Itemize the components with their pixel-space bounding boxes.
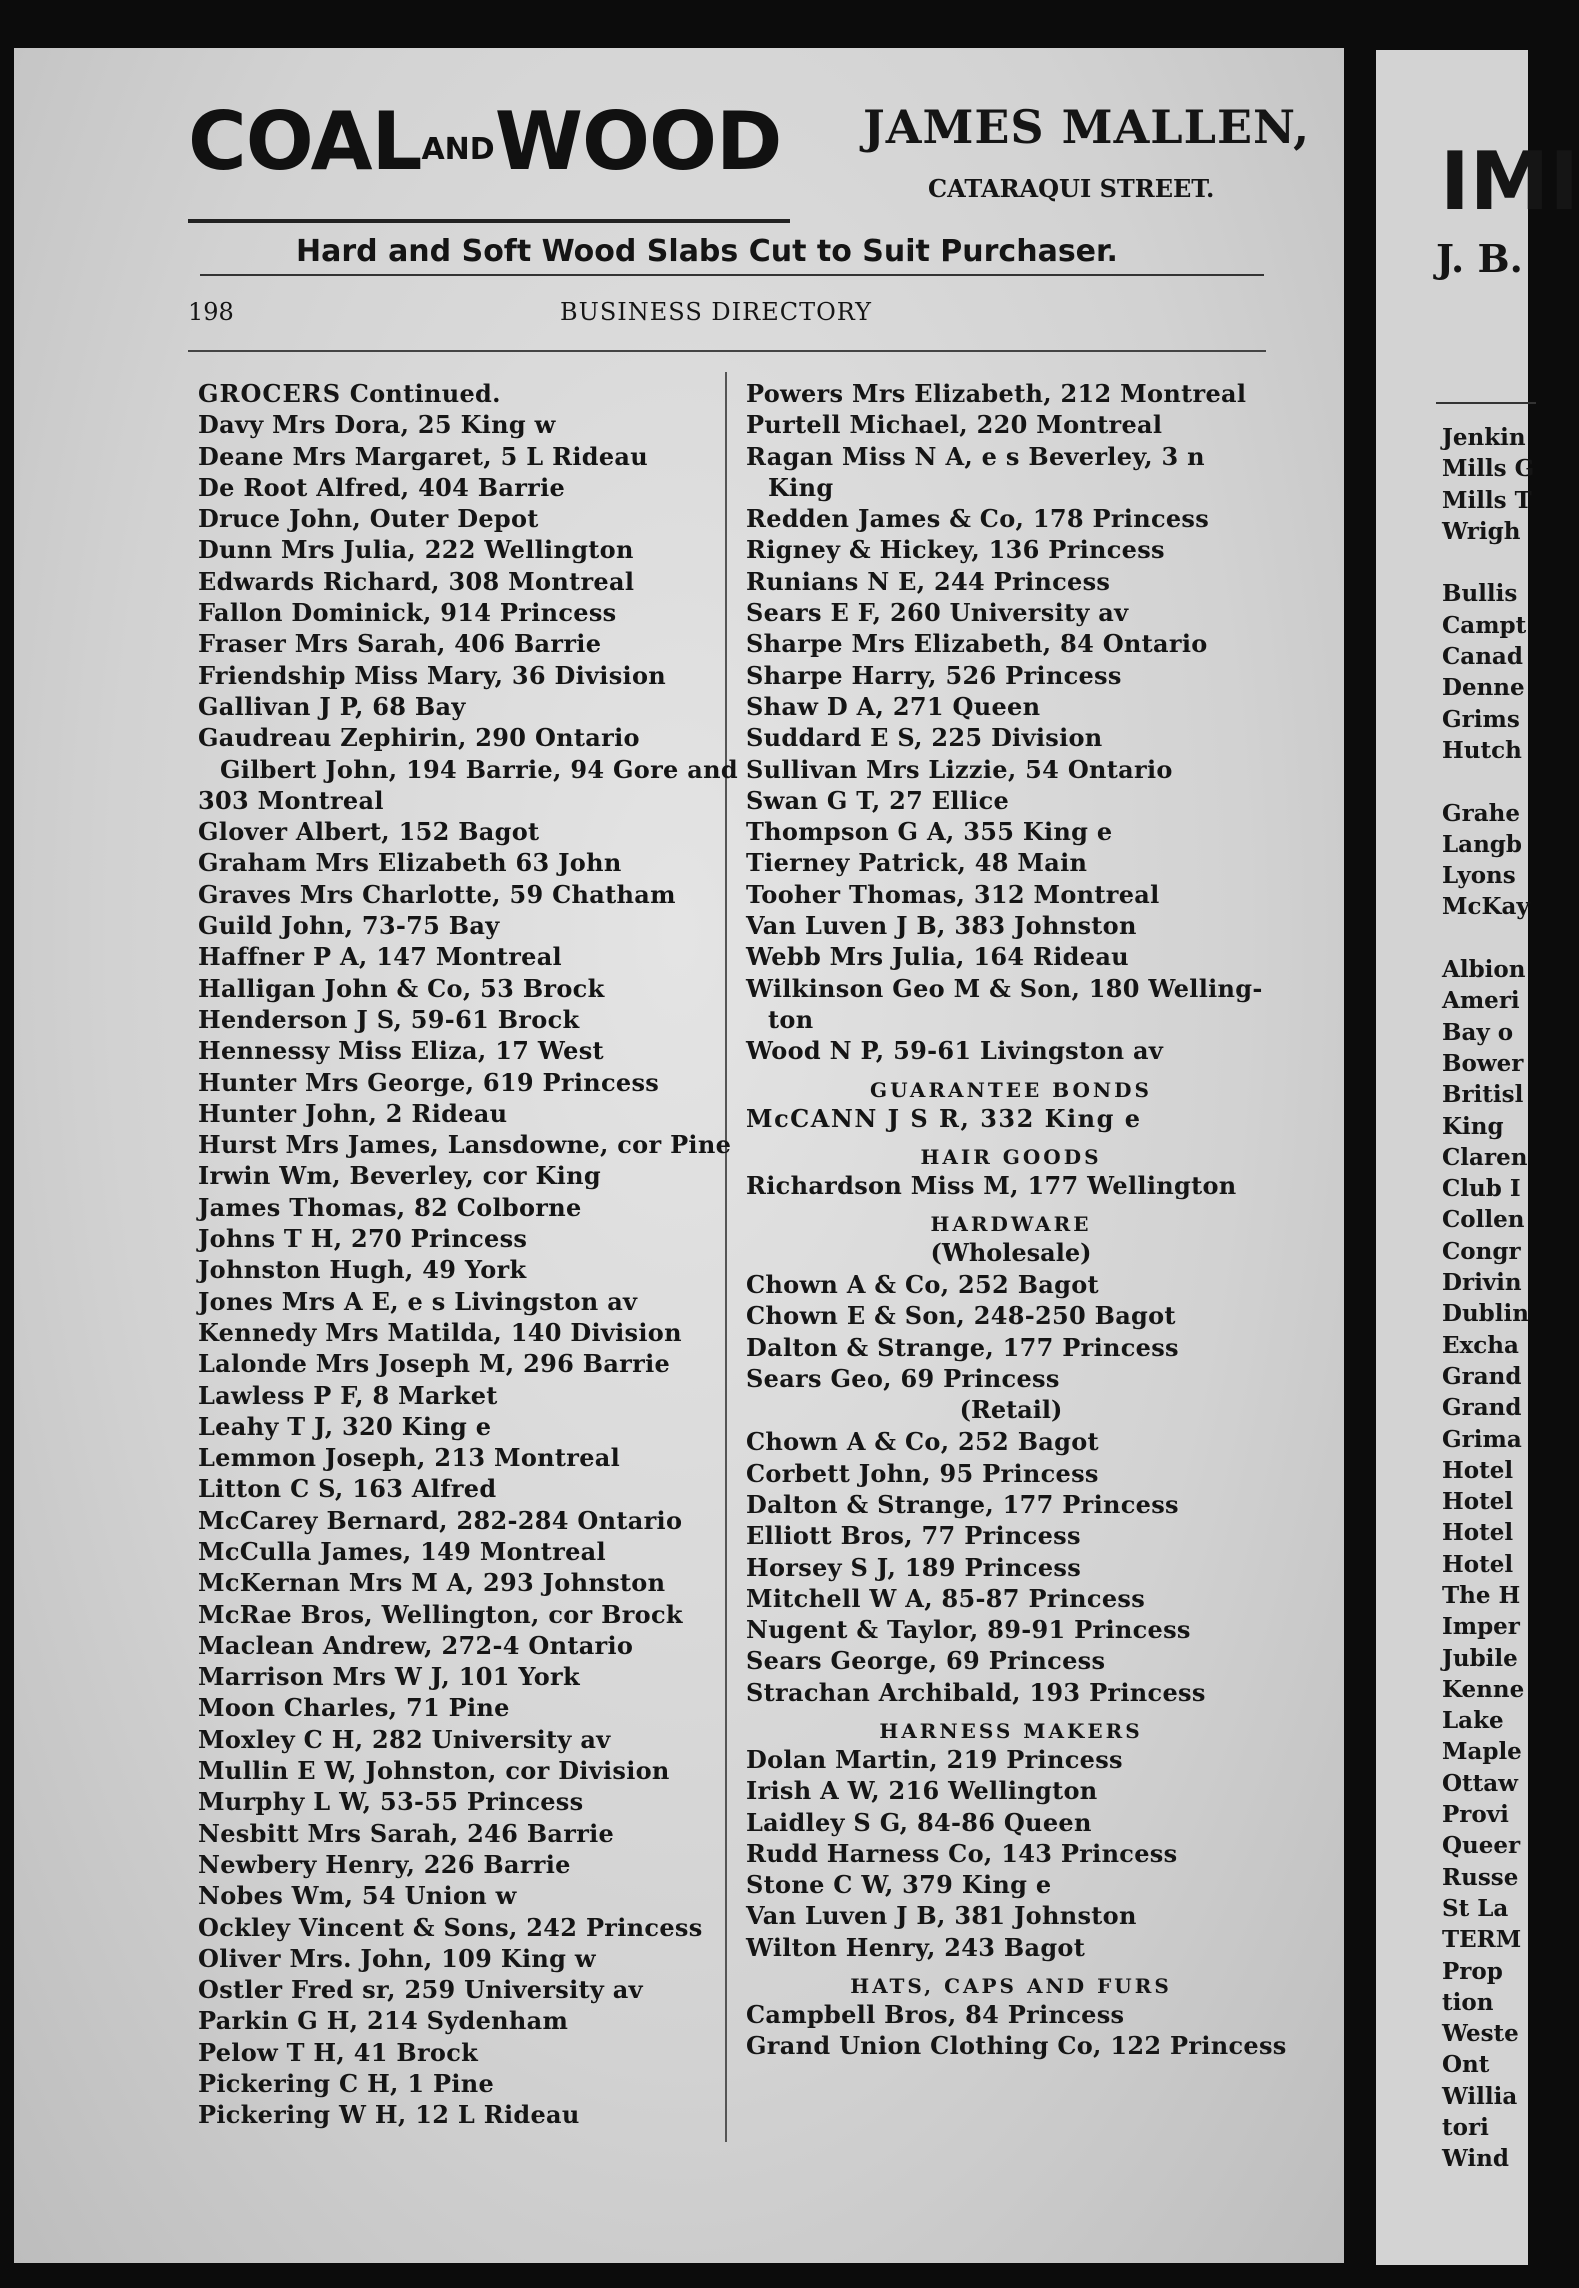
directory-entry: Nobes Wm, 54 Union w	[198, 1881, 517, 1911]
facing-page-entry: Mills T	[1442, 486, 1532, 514]
facing-page-entry: Jubile	[1442, 1644, 1518, 1672]
facing-page-rule	[1436, 402, 1536, 404]
ad-merchant-name: JAMES MALLEN,	[863, 100, 1311, 154]
directory-entry: Moxley C H, 282 University av	[198, 1724, 611, 1754]
continued-label: Continued.	[349, 379, 501, 408]
directory-entry: Hurst Mrs James, Lansdowne, cor Pine	[198, 1130, 732, 1160]
directory-entry: Lalonde Mrs Joseph M, 296 Barrie	[198, 1349, 671, 1379]
facing-page-entry: Willia	[1442, 2082, 1518, 2110]
directory-entry: Elliott Bros, 77 Princess	[746, 1521, 1081, 1551]
section-heading-grocers: GROCERS	[198, 379, 342, 408]
facing-page-entry: Claren	[1442, 1143, 1528, 1171]
directory-entry: Sears George, 69 Princess	[746, 1646, 1106, 1676]
ad-underline	[188, 219, 790, 223]
facing-page-entry: Excha	[1442, 1331, 1519, 1359]
facing-page-entry: Provi	[1442, 1801, 1509, 1829]
header-rule	[188, 350, 1266, 352]
directory-entry: Edwards Richard, 308 Montreal	[198, 566, 635, 596]
directory-entry: Van Luven J B, 381 Johnston	[746, 1901, 1137, 1931]
directory-entry: Gaudreau Zephirin, 290 Ontario	[198, 723, 640, 753]
facing-page-entry: Maple	[1442, 1738, 1522, 1766]
facing-page-entry: Drivin	[1442, 1269, 1522, 1297]
facing-page-entry: Ottaw	[1442, 1769, 1518, 1797]
subheading-wholesale: (Wholesale)	[930, 1238, 1092, 1268]
directory-entry: Redden James & Co, 178 Princess	[746, 504, 1210, 534]
directory-entry: Johns T H, 270 Princess	[198, 1224, 528, 1254]
directory-entry: Sullivan Mrs Lizzie, 54 Ontario	[746, 754, 1173, 784]
hardware-wholesale-entries	[746, 1269, 1276, 1394]
directory-entry: Parkin G H, 214 Sydenham	[198, 2006, 569, 2036]
ad-coal: COAL	[188, 95, 422, 188]
facing-page-entry	[1442, 766, 1534, 797]
directory-entry: Corbett John, 95 Princess	[746, 1458, 1099, 1488]
directory-entry: Deane Mrs Margaret, 5 L Rideau	[198, 441, 648, 471]
facing-page-entry: Ameri	[1442, 987, 1520, 1015]
directory-entry: Litton C S, 163 Alfred	[198, 1474, 497, 1504]
facing-page-entry: Club I	[1442, 1175, 1521, 1203]
directory-entry: Rudd Harness Co, 143 Princess	[746, 1838, 1178, 1868]
directory-entry: Newbery Henry, 226 Barrie	[198, 1849, 571, 1879]
directory-entry: Rigney & Hickey, 136 Princess	[746, 535, 1165, 565]
ad-and: AND	[421, 132, 495, 167]
facing-page-entries	[1442, 422, 1534, 2175]
directory-entry: Dunn Mrs Julia, 222 Wellington	[198, 535, 634, 565]
directory-entry: Druce John, Outer Depot	[198, 504, 539, 534]
right-column	[746, 378, 1287, 2062]
advertisement-header	[188, 92, 1311, 270]
directory-entry: Ockley Vincent & Sons, 242 Princess	[198, 1912, 703, 1942]
left-column	[198, 378, 738, 2131]
facing-page-entry: Bower	[1442, 1049, 1524, 1077]
directory-entry: Chown A & Co, 252 Bagot	[746, 1270, 1099, 1300]
left-entries	[198, 409, 738, 2130]
facing-page-title: IMI	[1440, 135, 1579, 228]
facing-page-entry: Russe	[1442, 1863, 1519, 1891]
directory-entry: Tierney Patrick, 48 Main	[746, 848, 1088, 878]
facing-page-entry: Jenkin	[1442, 424, 1526, 451]
facing-page-entry: tori	[1442, 2114, 1489, 2142]
directory-entry: Hunter John, 2 Rideau	[198, 1098, 508, 1128]
directory-entry: Ostler Fred sr, 259 University av	[198, 1975, 643, 2005]
directory-entry: Irish A W, 216 Wellington	[746, 1776, 1098, 1806]
facing-page-entry: Weste	[1442, 2020, 1519, 2048]
section-heading-hardware: HARDWARE	[930, 1212, 1092, 1237]
facing-page-entry: Imper	[1442, 1613, 1520, 1641]
facing-page-entry: McKay	[1442, 893, 1530, 921]
directory-entry: King	[768, 472, 834, 502]
directory-entry: Nugent & Taylor, 89-91 Princess	[746, 1615, 1191, 1645]
directory-entry: Purtell Michael, 220 Montreal	[746, 410, 1163, 440]
directory-entry: Kennedy Mrs Matilda, 140 Division	[198, 1317, 682, 1347]
facing-page-entry: St La	[1442, 1894, 1509, 1922]
facing-page-entry: Hotel	[1442, 1519, 1514, 1547]
directory-entry: Dolan Martin, 219 Princess	[746, 1744, 1123, 1774]
directory-entry: Pickering C H, 1 Pine	[198, 2069, 495, 2099]
directory-entry: Glover Albert, 152 Bagot	[198, 817, 540, 847]
directory-entry: Thompson G A, 355 King e	[746, 817, 1113, 847]
directory-entry: Leahy T J, 320 King e	[198, 1411, 492, 1441]
facing-page-entry: Prop	[1442, 1957, 1503, 1985]
facing-page-entry: Langb	[1442, 830, 1522, 858]
directory-entry: Friendship Miss Mary, 36 Division	[198, 660, 667, 690]
section-heading-harness-makers: HARNESS MAKERS	[879, 1718, 1143, 1743]
facing-page-entry: tion	[1442, 1988, 1494, 2016]
facing-page-entry: Britisl	[1442, 1081, 1524, 1109]
directory-entry: 303 Montreal	[198, 785, 384, 815]
facing-page-entry: TERM	[1442, 1926, 1522, 1954]
facing-page-fragment	[1376, 50, 1579, 2265]
facing-page-entry: Hotel	[1442, 1550, 1514, 1578]
directory-entry: Sharpe Mrs Elizabeth, 84 Ontario	[746, 629, 1208, 659]
directory-entry: Lawless P F, 8 Market	[198, 1380, 498, 1410]
directory-entry: Hunter Mrs George, 619 Princess	[198, 1067, 660, 1097]
directory-entry: Sears E F, 260 University av	[746, 598, 1129, 628]
directory-entry: Nesbitt Mrs Sarah, 246 Barrie	[198, 1818, 615, 1848]
hats-caps-furs-entries	[746, 1999, 1287, 2062]
directory-entry: Marrison Mrs W J, 101 York	[198, 1662, 580, 1692]
facing-page-entry: Queer	[1442, 1832, 1521, 1860]
directory-entry: De Root Alfred, 404 Barrie	[198, 472, 566, 502]
facing-page-entry: Grahe	[1442, 799, 1521, 827]
facing-page-entry: Ont	[1442, 2051, 1490, 2079]
facing-page-entry: Lyons	[1442, 862, 1516, 890]
section-heading-hats-caps-furs: HATS, CAPS AND FURS	[850, 1974, 1172, 1999]
facing-page-entry: Lake	[1442, 1707, 1504, 1735]
ad-rule	[200, 274, 1264, 276]
ad-tagline: Hard and Soft Wood Slabs Cut to Suit Purchaser.	[296, 234, 1118, 269]
directory-entry: Grand Union Clothing Co, 122 Princess	[746, 2031, 1287, 2061]
ad-street: CATARAQUI STREET.	[928, 174, 1215, 203]
facing-page-entry: Grand	[1442, 1394, 1522, 1422]
directory-entry: Lemmon Joseph, 213 Montreal	[198, 1443, 621, 1473]
guarantee-bonds-entries	[746, 1103, 1276, 1134]
facing-page-entry: Hotel	[1442, 1456, 1514, 1484]
facing-page-entry: Grima	[1442, 1425, 1522, 1453]
directory-entry: Henderson J S, 59-61 Brock	[198, 1004, 580, 1034]
directory-entry: Wilton Henry, 243 Bagot	[746, 1932, 1086, 1962]
directory-entry: ton	[768, 1004, 814, 1034]
facing-page-entry: Canad	[1442, 643, 1523, 671]
directory-entry: Ragan Miss N A, e s Beverley, 3 n	[746, 441, 1205, 471]
directory-entry: Maclean Andrew, 272-4 Ontario	[198, 1630, 634, 1660]
facing-page-entry: Grand	[1442, 1362, 1522, 1390]
directory-entry: Gallivan J P, 68 Bay	[198, 691, 466, 721]
directory-entry: Strachan Archibald, 193 Princess	[746, 1677, 1206, 1707]
directory-entry: Fallon Dominick, 914 Princess	[198, 598, 617, 628]
facing-page-entry: Kenne	[1442, 1675, 1525, 1703]
directory-entry: Guild John, 73-75 Bay	[198, 911, 500, 941]
facing-page-entry: Hotel	[1442, 1488, 1514, 1516]
grocers-continued-entries	[746, 378, 1276, 1067]
section-heading-hair-goods: HAIR GOODS	[920, 1144, 1102, 1169]
directory-entry: Van Luven J B, 383 Johnston	[746, 911, 1137, 941]
section-heading-guarantee-bonds: GUARANTEE BONDS	[870, 1077, 1152, 1102]
directory-entry: McCulla James, 149 Montreal	[198, 1536, 606, 1566]
facing-page-entry: Mills G	[1442, 455, 1535, 483]
directory-entry: McRae Bros, Wellington, cor Brock	[198, 1599, 683, 1629]
directory-entry: Mitchell W A, 85-87 Princess	[746, 1583, 1146, 1613]
directory-entry: Laidley S G, 84-86 Queen	[746, 1807, 1092, 1837]
directory-entry: McCANN J S R, 332 King e	[746, 1103, 1142, 1133]
hair-goods-entries	[746, 1170, 1276, 1201]
facing-page-entry: Wrigh	[1442, 517, 1521, 545]
directory-entry: Gilbert John, 194 Barrie, 94 Gore and	[220, 754, 738, 784]
facing-page-entry: Hutch	[1442, 736, 1522, 764]
directory-entry: Pickering W H, 12 L Rideau	[198, 2100, 580, 2130]
facing-page-entry: Wind	[1442, 2145, 1509, 2173]
hardware-retail-entries	[746, 1426, 1276, 1708]
facing-page-entry	[1442, 923, 1534, 954]
directory-entry: Webb Mrs Julia, 164 Rideau	[746, 942, 1129, 972]
directory-entry: Richardson Miss M, 177 Wellington	[746, 1170, 1237, 1200]
directory-entry: Suddard E S, 225 Division	[746, 723, 1103, 753]
directory-entry: Jones Mrs A E, e s Livingston av	[198, 1286, 638, 1316]
directory-entry: Stone C W, 379 King e	[746, 1870, 1052, 1900]
directory-entry: Oliver Mrs. John, 109 King w	[198, 1943, 596, 1973]
directory-entry: Shaw D A, 271 Queen	[746, 691, 1041, 721]
harness-makers-entries	[746, 1744, 1276, 1963]
directory-entry: Chown E & Son, 248-250 Bagot	[746, 1301, 1176, 1331]
facing-page-entry: King	[1442, 1112, 1504, 1140]
subheading-retail: (Retail)	[959, 1395, 1063, 1425]
directory-entry: Campbell Bros, 84 Princess	[746, 2000, 1125, 2030]
directory-entry: Horsey S J, 189 Princess	[746, 1552, 1082, 1582]
directory-entry: Powers Mrs Elizabeth, 212 Montreal	[746, 379, 1247, 408]
facing-page-entry	[1442, 547, 1534, 578]
directory-entry: Graham Mrs Elizabeth 63 John	[198, 848, 622, 878]
directory-entry: Graves Mrs Charlotte, 59 Chatham	[198, 879, 676, 909]
directory-entry: Tooher Thomas, 312 Montreal	[746, 879, 1160, 909]
running-title: BUSINESS DIRECTORY	[560, 298, 872, 326]
directory-entry: McKernan Mrs M A, 293 Johnston	[198, 1568, 666, 1598]
facing-page-entry: Grims	[1442, 705, 1520, 733]
facing-page-entry: Congr	[1442, 1237, 1521, 1265]
ad-coal-and-wood	[188, 95, 782, 190]
ad-wood: WOOD	[494, 95, 782, 188]
directory-entry: Swan G T, 27 Ellice	[746, 785, 1010, 815]
directory-entry: Wood N P, 59-61 Livingston av	[746, 1036, 1164, 1066]
facing-page-entry: Albion	[1442, 956, 1526, 984]
facing-page-entry: Collen	[1442, 1206, 1525, 1234]
directory-entry: Sharpe Harry, 526 Princess	[746, 660, 1122, 690]
facing-page-entry: Dublin	[1442, 1300, 1529, 1328]
directory-entry: Johnston Hugh, 49 York	[198, 1255, 527, 1285]
directory-entry: Hennessy Miss Eliza, 17 West	[198, 1036, 604, 1066]
directory-entry: McCarey Bernard, 282-284 Ontario	[198, 1505, 683, 1535]
continued-heading	[198, 378, 728, 409]
directory-entry: Murphy L W, 53-55 Princess	[198, 1787, 584, 1817]
page-number: 198	[188, 298, 234, 326]
facing-page-entry: Bay o	[1442, 1018, 1514, 1046]
directory-entry: Chown A & Co, 252 Bagot	[746, 1427, 1099, 1457]
directory-entry: Dalton & Strange, 177 Princess	[746, 1489, 1179, 1519]
directory-entry: Dalton & Strange, 177 Princess	[746, 1332, 1179, 1362]
facing-page-entry: Bullis	[1442, 580, 1518, 608]
directory-entry: Moon Charles, 71 Pine	[198, 1693, 510, 1723]
directory-entry: Fraser Mrs Sarah, 406 Barrie	[198, 629, 602, 659]
facing-page-entry: The H	[1442, 1581, 1521, 1609]
directory-entry: Mullin E W, Johnston, cor Division	[198, 1756, 670, 1786]
directory-entry: Sears Geo, 69 Princess	[746, 1364, 1060, 1394]
directory-entry: Halligan John & Co, 53 Brock	[198, 973, 605, 1003]
directory-entry: Davy Mrs Dora, 25 King w	[198, 410, 556, 440]
directory-entry: Irwin Wm, Beverley, cor King	[198, 1161, 601, 1191]
facing-page-subtitle: J. B.	[1436, 236, 1523, 281]
directory-entry: Haffner P A, 147 Montreal	[198, 942, 562, 972]
facing-page-entry: Campt	[1442, 611, 1527, 639]
facing-page-entry: Denne	[1442, 674, 1525, 702]
directory-entry: Runians N E, 244 Princess	[746, 566, 1111, 596]
directory-entry: Wilkinson Geo M & Son, 180 Welling-	[746, 973, 1263, 1003]
directory-entry: Pelow T H, 41 Brock	[198, 2037, 479, 2067]
directory-entry: James Thomas, 82 Colborne	[198, 1192, 582, 1222]
